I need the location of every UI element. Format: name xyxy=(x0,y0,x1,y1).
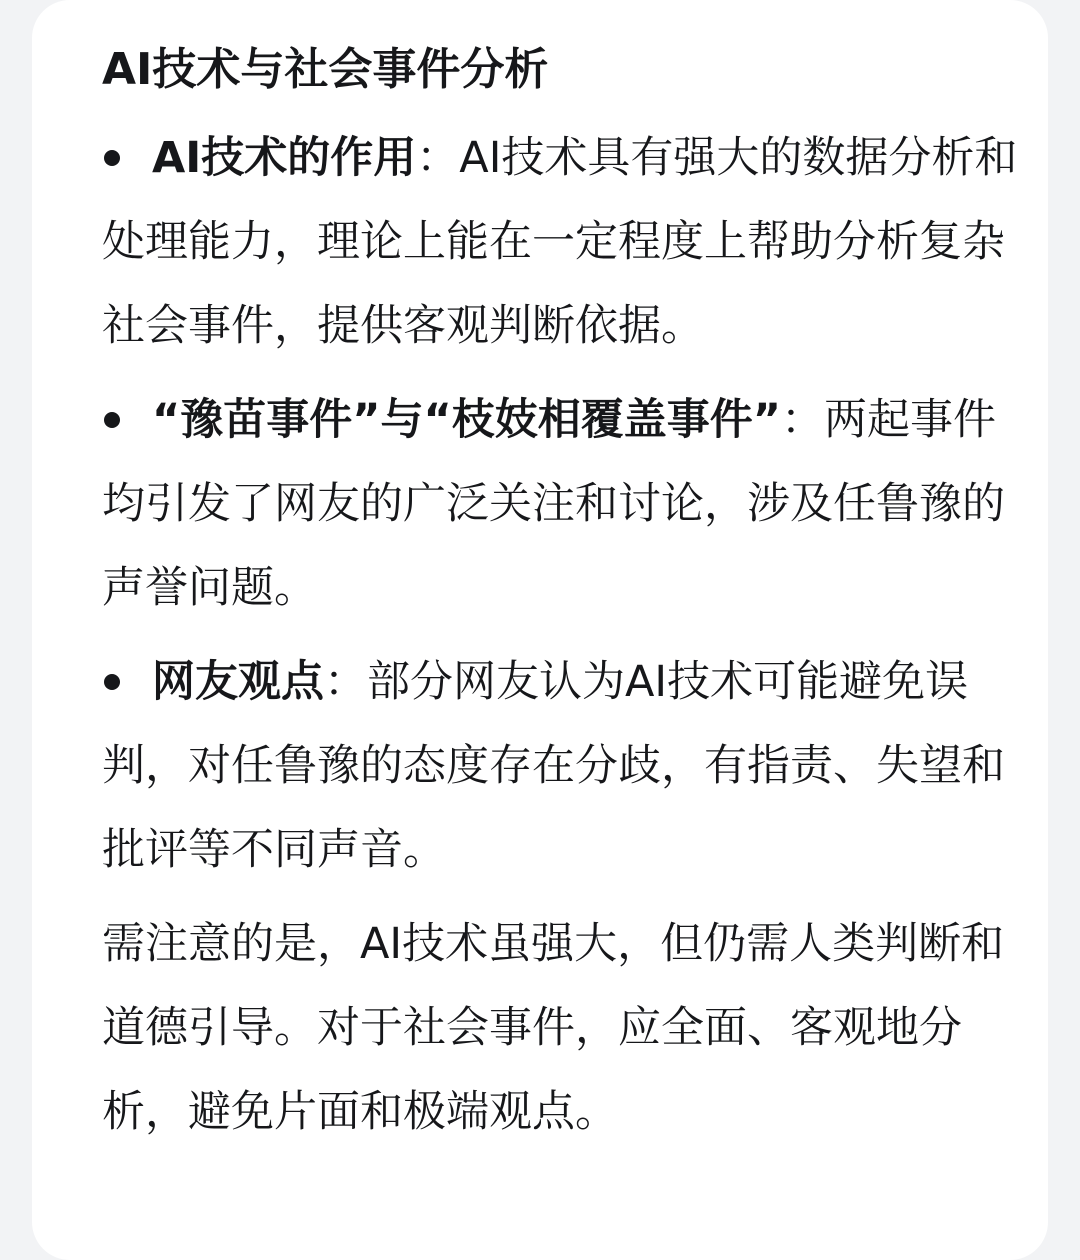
answer-content xyxy=(102,40,1022,1154)
key-point-term: AI技术的作用 xyxy=(152,133,417,183)
key-point-text: 部分网友认为AI技术可能避免误判，对任鲁豫的态度存在分歧，有指责、失望和批评等不同声音。 xyxy=(102,657,1005,875)
key-point xyxy=(102,378,1022,630)
answer-card xyxy=(32,0,1048,1260)
key-point xyxy=(102,116,1022,368)
key-point-separator: ： xyxy=(781,395,825,445)
key-point-separator: ： xyxy=(324,657,367,707)
key-point-term: 网友观点 xyxy=(152,657,324,707)
closing-paragraph: 需注意的是，AI技术虽强大，但仍需人类判断和道德引导。对于社会事件，应全面、客观地分析，避免片面和极端观点。 xyxy=(102,919,1005,1137)
key-point-term: “豫苗事件”与“枝妓相覆盖事件” xyxy=(152,395,782,445)
key-points-list xyxy=(102,116,1022,892)
key-point xyxy=(102,640,1022,892)
key-point-text: AI技术具有强大的数据分析和处理能力，理论上能在一定程度上帮助分析复杂社会事件，提供客观判断依据。 xyxy=(102,133,1018,351)
bullet-icon xyxy=(102,634,152,718)
key-point-text: 两起事件均引发了网友的广泛关注和讨论，涉及任鲁豫的声誉问题。 xyxy=(102,395,1005,613)
bullet-icon xyxy=(102,372,152,456)
key-point-separator: ： xyxy=(416,133,460,183)
bullet-icon xyxy=(102,110,152,194)
answer-title: AI技术与社会事件分析 xyxy=(102,44,549,95)
